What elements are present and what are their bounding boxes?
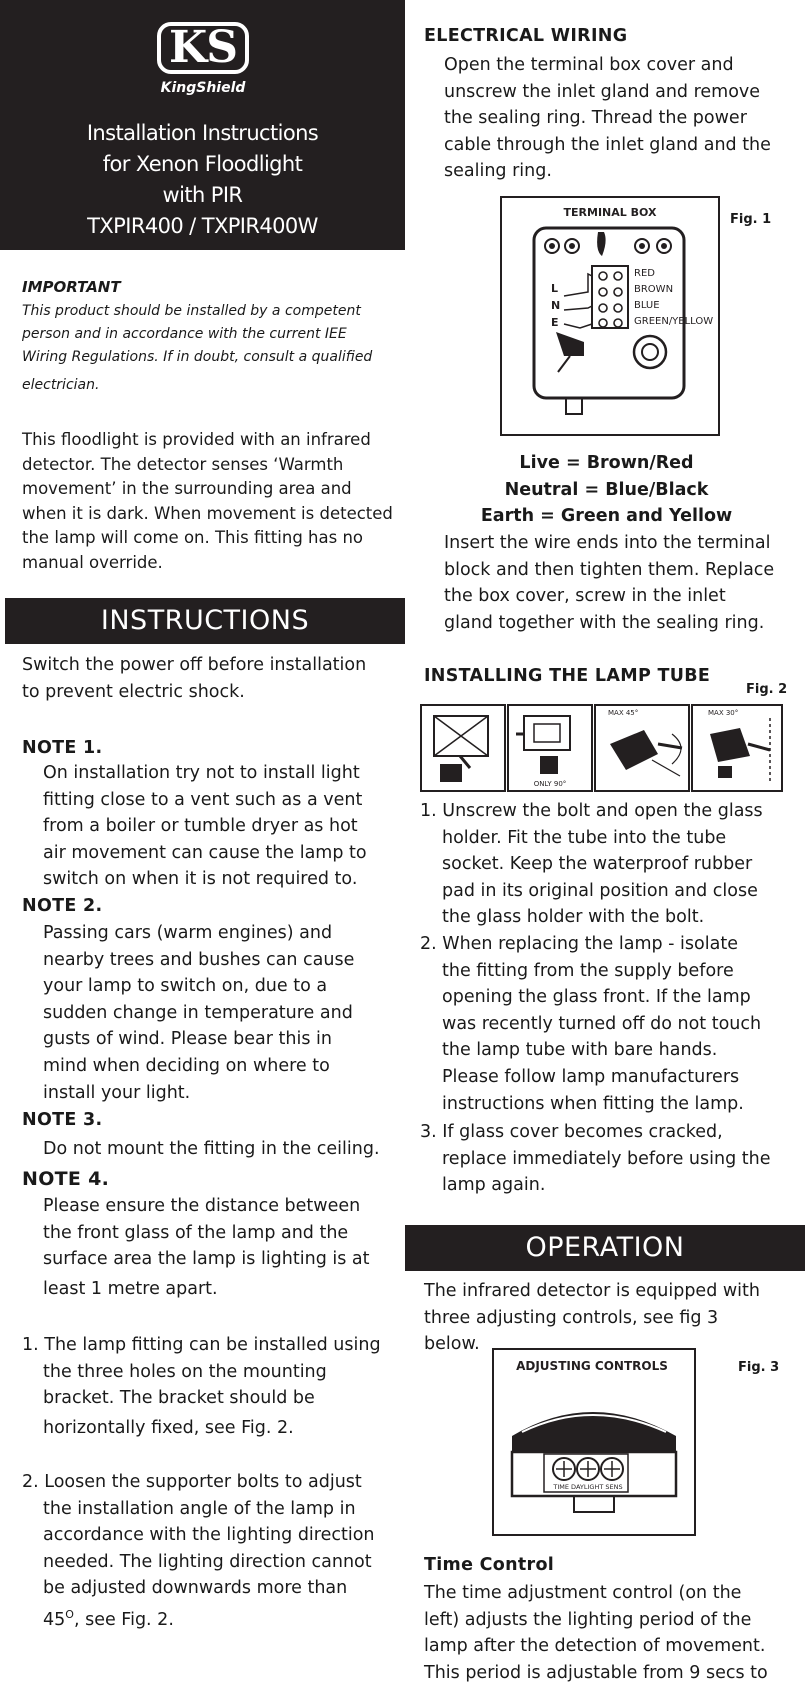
intro-line: when it is dark. When movement is detected	[22, 503, 393, 523]
wiring-line: unscrew the inlet gland and remove	[444, 81, 761, 102]
step1-text	[22, 1332, 381, 1441]
floodlight-tilted	[610, 730, 658, 770]
title-line-4: TXPIR400 / TXPIR400W	[87, 214, 318, 238]
wire-n	[564, 306, 592, 310]
dial-ticks	[556, 1461, 620, 1477]
logo-brand-name: KingShield	[160, 80, 246, 96]
legend-earth: Earth = Green and Yellow	[480, 506, 733, 527]
wire-color-red: RED	[634, 268, 655, 279]
lamp-glass	[534, 724, 560, 742]
wire-color-green-yellow: GREEN/YELLOW	[634, 316, 714, 327]
lamp-item1-line: socket. Keep the waterproof rubber	[442, 854, 753, 875]
cable-entry	[556, 332, 584, 356]
step2-line: accordance with the lighting direction	[43, 1525, 375, 1546]
wiring-line: cable through the inlet gland and the	[444, 134, 771, 155]
panel-label-only-90: ONLY 90°	[533, 780, 567, 788]
operation-text	[424, 1278, 760, 1358]
cable-gland-bottom	[566, 398, 582, 414]
title-line-3: with PIR	[162, 183, 243, 207]
step1-line: horizontally fixed, see Fig. 2.	[43, 1417, 294, 1438]
time-control-heading: Time Control	[424, 1555, 555, 1575]
wiring-after-text	[444, 530, 774, 636]
note2-line: mind when deciding on where to	[43, 1055, 330, 1076]
lamp-tube-heading: INSTALLING THE LAMP TUBE	[424, 666, 711, 686]
time-control-line: left) adjusts the lighting period of the	[424, 1609, 752, 1630]
note2-heading: NOTE 2.	[22, 896, 103, 916]
lamp-item2-line: instructions when fitting the lamp.	[442, 1093, 744, 1114]
note1-text	[43, 760, 367, 893]
note2-line: gusts of wind. Please bear this in	[43, 1029, 332, 1050]
wire-l	[564, 274, 592, 296]
lamp-item2-line: was recently turned off do not touch	[442, 1013, 762, 1034]
wiring-line: the sealing ring. Thread the power	[444, 108, 747, 129]
logo-letters: KS	[168, 22, 238, 73]
time-control-line: lamp after the detection of movement.	[424, 1636, 766, 1657]
intro-line: manual override.	[22, 552, 163, 572]
note3-text: Do not mount the fitting in the ceiling.	[43, 1139, 380, 1159]
note3-heading: NOTE 3.	[22, 1110, 103, 1130]
lamp-item3-line: replace immediately before using the	[442, 1148, 771, 1169]
degree-symbol: O	[65, 1607, 74, 1621]
wiring-line: Open the terminal box cover and	[444, 55, 734, 75]
cable-clamp	[597, 232, 606, 256]
sensor-mount	[574, 1496, 614, 1512]
screw-hole-center	[661, 243, 667, 249]
intro-line: detector. The detector senses ‘Warmth	[22, 454, 344, 474]
note4-heading: NOTE 4.	[22, 1168, 110, 1190]
step1-line: the three holes on the mounting	[43, 1361, 327, 1382]
fig1-label: Fig. 1	[730, 212, 772, 227]
pir-sensor	[718, 766, 732, 778]
important-line: person and in accordance with the current IEE	[22, 326, 347, 342]
important-text	[22, 300, 372, 397]
step2-line: the installation angle of the lamp in	[43, 1498, 356, 1519]
note1-line: air movement can cause the lamp to	[43, 842, 367, 863]
fig3-label: Fig. 3	[738, 1360, 780, 1375]
note1-heading: NOTE 1.	[22, 738, 103, 758]
terminal-letter-e: E	[551, 316, 559, 329]
mounting-bracket	[440, 764, 462, 782]
title-line-2: for Xenon Floodlight	[102, 152, 303, 176]
lamp-item1-line: holder. Fit the tube into the tube	[442, 827, 727, 848]
note4-line: least 1 metre apart.	[43, 1278, 218, 1299]
terminal-letter-n: N	[551, 299, 561, 312]
bracket-arm	[748, 744, 770, 750]
time-control-text	[424, 1580, 768, 1686]
step2-text	[22, 1469, 375, 1633]
wiring-text	[444, 52, 771, 185]
note2-line: your lamp to switch on, due to a	[43, 976, 328, 997]
step2-line: , see Fig. 2.	[73, 1609, 174, 1630]
lamp-item1-line: the glass holder with the bolt.	[442, 907, 705, 928]
step1-line: 1. The lamp fitting can be installed using	[22, 1335, 381, 1355]
operation-line: The infrared detector is equipped with	[424, 1281, 760, 1301]
terminal-box-diagram	[500, 196, 720, 436]
note2-line: sudden change in temperature and	[43, 1002, 353, 1023]
note1-line: switch on when it is not required to.	[43, 869, 358, 890]
note2-text	[43, 920, 354, 1106]
lamp-item2-line: the fitting from the supply before	[442, 960, 734, 981]
legend-neutral: Neutral = Blue/Black	[504, 479, 709, 500]
lamp-item-3	[420, 1119, 770, 1199]
intro-line: This floodlight is provided with an infrared	[22, 430, 371, 449]
panel-label-max-45: MAX 45°	[608, 709, 639, 717]
instructions-intro	[22, 652, 366, 705]
lamp-item1-line: pad in its original position and close	[442, 880, 758, 901]
intro-line: movement’ in the surrounding area and	[22, 479, 352, 498]
operation-heading: OPERATION	[405, 1225, 805, 1271]
lamp-item2-line: opening the glass front. If the lamp	[442, 987, 751, 1008]
note2-line: install your light.	[43, 1082, 191, 1103]
note1-line: fitting close to a vent such as a vent	[43, 789, 363, 810]
step2-line: 2. Loosen the supporter bolts to adjust	[22, 1472, 362, 1492]
note2-line: Passing cars (warm engines) and	[43, 923, 333, 943]
note4-line: the front glass of the lamp and the	[43, 1222, 349, 1243]
wiring-after-line: gland together with the sealing ring.	[444, 612, 765, 633]
important-line: electrician.	[22, 377, 100, 393]
lamp-item2-line: Please follow lamp manufacturers	[442, 1066, 740, 1087]
wire-e	[564, 324, 592, 328]
degree-value: 45	[43, 1609, 66, 1630]
terminal-box-title: TERMINAL BOX	[563, 206, 657, 219]
dial-caption: TIME DAYLIGHT SENS	[553, 1483, 623, 1491]
wiring-legend	[405, 450, 808, 530]
note1-line: On installation try not to install light	[43, 763, 360, 783]
screw-hole-center	[549, 243, 555, 249]
lamp-item-1	[420, 798, 763, 931]
fig2-label: Fig. 2	[746, 682, 788, 697]
important-heading: IMPORTANT	[22, 278, 121, 296]
instructions-intro-line: to prevent electric shock.	[22, 681, 245, 702]
bracket-arm	[658, 744, 682, 748]
time-control-line: This period is adjustable from 9 secs to	[424, 1662, 768, 1683]
note1-line: from a boiler or tumble dryer as hot	[43, 816, 358, 837]
wire-color-blue: BLUE	[634, 300, 660, 311]
terminal-letter-l: L	[551, 282, 559, 295]
lamp-item3-line: 3. If glass cover becomes cracked,	[420, 1122, 723, 1142]
wiring-heading: ELECTRICAL WIRING	[424, 26, 628, 46]
instructions-intro-line: Switch the power off before installation	[22, 655, 367, 675]
floodlight-front	[524, 716, 570, 750]
fig2-panel-2	[508, 705, 592, 791]
operation-line: below.	[424, 1334, 480, 1355]
wiring-after-line: the box cover, screw in the inlet	[444, 586, 726, 607]
important-line: Wiring Regulations. If in doubt, consult a qualified	[22, 349, 373, 365]
step2-line: be adjusted downwards more than	[43, 1578, 348, 1599]
wire-color-brown: BROWN	[634, 284, 674, 295]
lamp-item1-line: 1. Unscrew the bolt and open the glass	[420, 801, 763, 821]
note4-line: Please ensure the distance between	[43, 1196, 361, 1216]
operation-line: three adjusting controls, see fig 3	[424, 1307, 719, 1328]
wiring-line: sealing ring.	[444, 161, 552, 182]
title-line-1: Installation Instructions	[86, 121, 319, 145]
step2-line: needed. The lighting direction cannot	[43, 1551, 372, 1572]
legend-live: Live = Brown/Red	[519, 453, 694, 473]
wiring-after-line: block and then tighten them. Replace	[444, 559, 775, 580]
screw-hole-center	[569, 243, 575, 249]
note4-text	[43, 1193, 370, 1302]
note2-line: nearby trees and bushes can cause	[43, 949, 355, 970]
lamp-item2-line: the lamp tube with bare hands.	[442, 1040, 718, 1061]
time-control-line: The time adjustment control (on the	[424, 1583, 742, 1603]
important-line: This product should be installed by a competent	[22, 303, 361, 319]
inlet-gland-inner	[642, 344, 658, 360]
sensor-dome	[512, 1412, 676, 1452]
fig2-lamp-panels	[420, 704, 784, 792]
step2-last-line	[22, 1602, 375, 1633]
intro-line: the lamp will come on. This fitting has no	[22, 528, 363, 547]
intro-paragraph	[22, 428, 393, 575]
floodlight-tilted	[710, 728, 750, 762]
step1-line: bracket. The bracket should be	[43, 1388, 315, 1409]
lamp-item-2	[420, 931, 761, 1117]
wiring-after-line: Insert the wire ends into the terminal	[444, 533, 771, 553]
lamp-item2-line: 2. When replacing the lamp - isolate	[420, 934, 738, 954]
cable-line	[558, 356, 570, 372]
panel-label-max-30: MAX 30°	[708, 709, 739, 717]
adjusting-controls-diagram	[492, 1348, 696, 1536]
angle-line	[652, 760, 680, 776]
pir-sensor	[540, 756, 558, 774]
adjusting-controls-title: ADJUSTING CONTROLS	[516, 1359, 668, 1373]
inlet-gland	[634, 336, 666, 368]
note4-line: surface area the lamp is lighting is at	[43, 1249, 370, 1270]
terminal-screws	[599, 272, 622, 327]
instructions-heading: INSTRUCTIONS	[5, 598, 405, 644]
lamp-item3-line: lamp again.	[442, 1175, 546, 1196]
screw-hole-center	[639, 243, 645, 249]
